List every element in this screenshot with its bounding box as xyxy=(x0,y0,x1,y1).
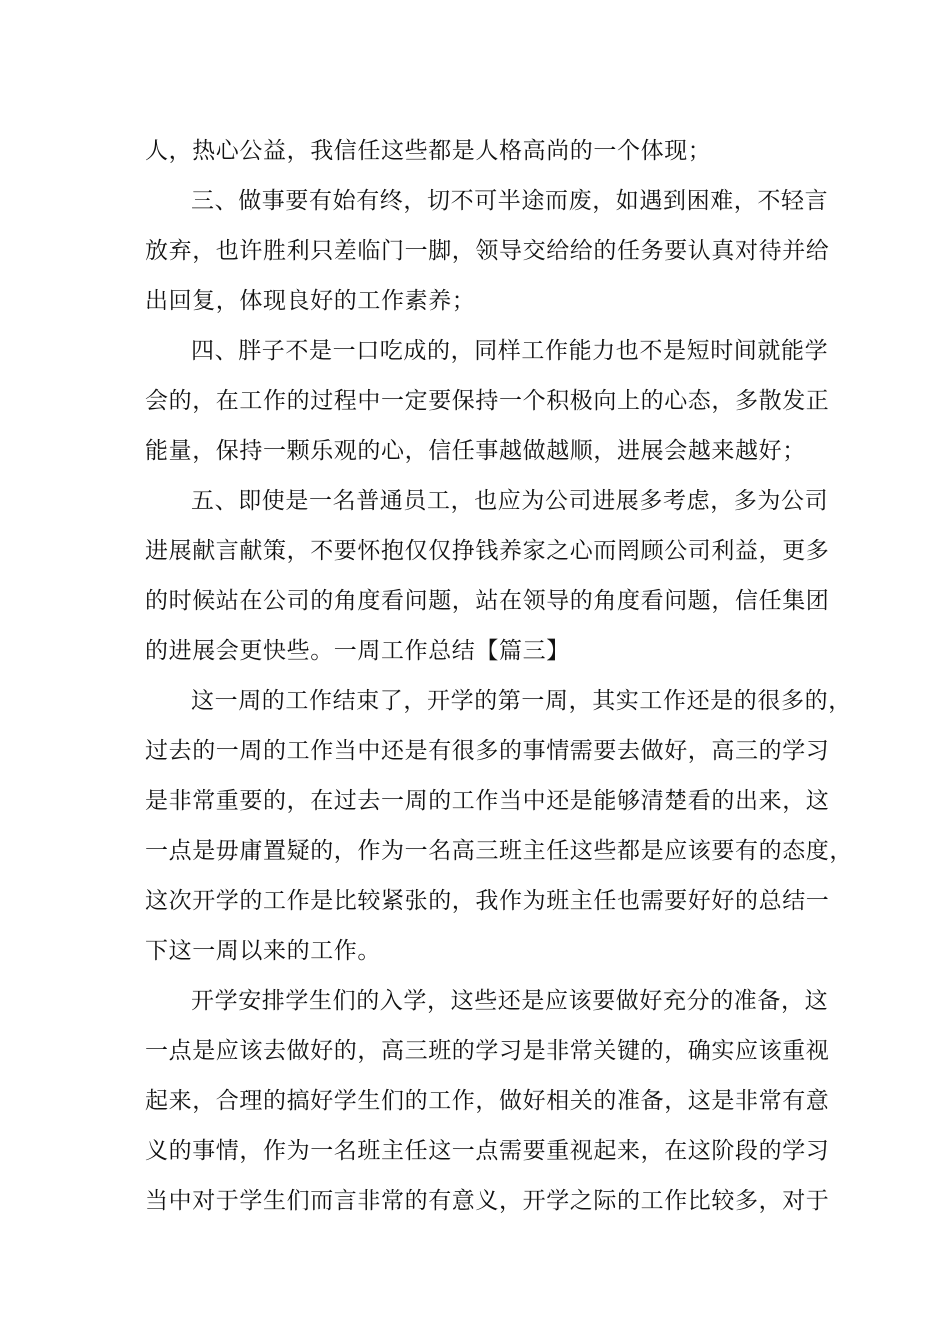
text-line: 是非常重要的，在过去一周的工作当中还是能够清楚看的出来，这 xyxy=(145,788,830,814)
text-line: 会的，在工作的过程中一定要保持一个积极向上的心态，多散发正 xyxy=(145,388,830,414)
text-line: 这次开学的工作是比较紧张的，我作为班主任也需要好好的总结一 xyxy=(145,888,830,914)
text-line: 义的事情，作为一名班主任这一点需要重视起来，在这阶段的学习 xyxy=(145,1138,830,1164)
text-line: 一点是应该去做好的，高三班的学习是非常关键的，确实应该重视 xyxy=(145,1038,830,1064)
text-line: 这一周的工作结束了，开学的第一周，其实工作还是的很多的， xyxy=(191,688,852,714)
text-line: 进展献言献策，不要怀抱仅仅挣钱养家之心而罔顾公司利益，更多 xyxy=(145,538,830,564)
text-line: 五、即使是一名普通员工，也应为公司进展多考虑，多为公司 xyxy=(191,488,829,514)
text-line: 能量，保持一颗乐观的心，信任事越做越顺，进展会越来越好； xyxy=(145,438,806,464)
text-line: 的进展会更快些。一周工作总结【篇三】 xyxy=(145,638,570,664)
text-line: 起来，合理的搞好学生们的工作，做好相关的准备，这是非常有意 xyxy=(145,1088,830,1114)
text-line: 人，热心公益，我信任这些都是人格高尚的一个体现； xyxy=(145,138,712,164)
text-line: 下这一周以来的工作。 xyxy=(145,938,381,964)
text-line: 三、做事要有始有终，切不可半途而废，如遇到困难，不轻言 xyxy=(191,188,829,214)
text-line: 放弃，也许胜利只差临门一脚，领导交给给的任务要认真对待并给 xyxy=(145,238,830,264)
text-line: 出回复，体现良好的工作素养； xyxy=(145,288,476,314)
text-line: 开学安排学生们的入学，这些还是应该要做好充分的准备，这 xyxy=(191,988,829,1014)
text-line: 的时候站在公司的角度看问题，站在领导的角度看问题，信任集团 xyxy=(145,588,830,614)
text-line: 过去的一周的工作当中还是有很多的事情需要去做好，高三的学习 xyxy=(145,738,830,764)
text-line: 一点是毋庸置疑的，作为一名高三班主任这些都是应该要有的态度， xyxy=(145,838,853,864)
text-line: 四、胖子不是一口吃成的，同样工作能力也不是短时间就能学 xyxy=(191,338,829,364)
text-line: 当中对于学生们而言非常的有意义，开学之际的工作比较多，对于 xyxy=(145,1188,830,1214)
